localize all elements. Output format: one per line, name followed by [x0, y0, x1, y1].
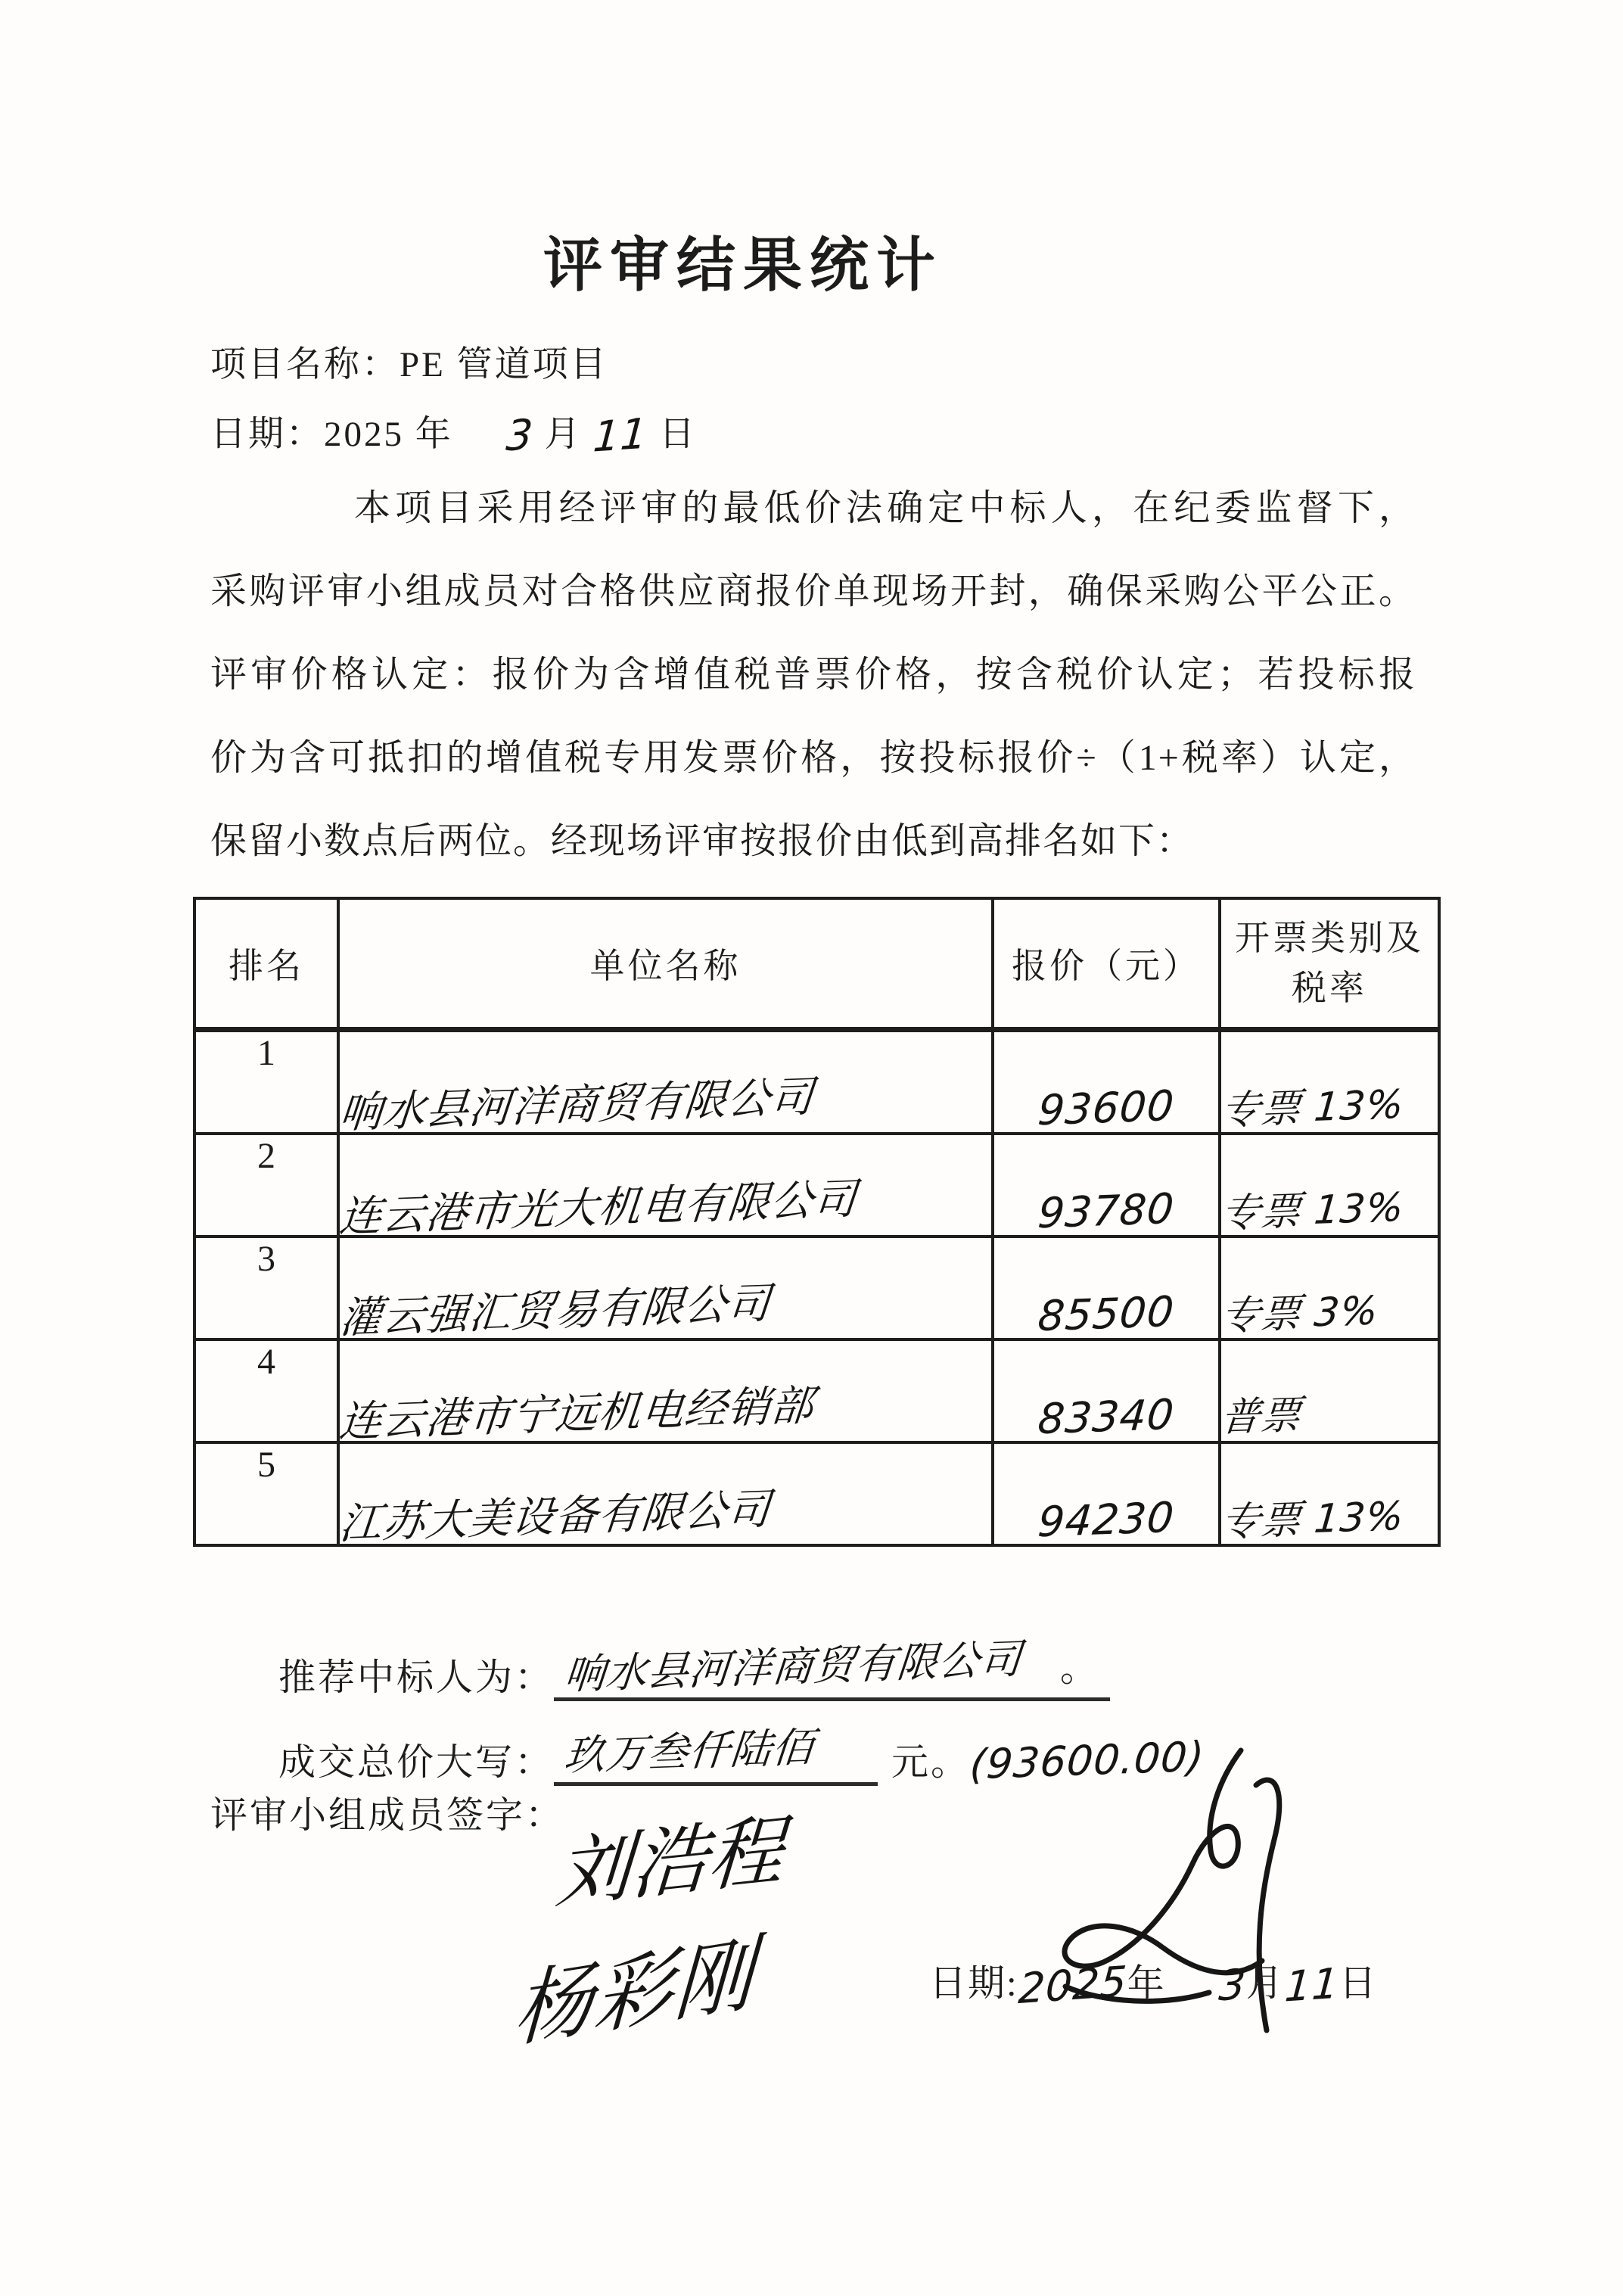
invoice-handwritten: 专票 3% — [1218, 1288, 1381, 1339]
table-row — [194, 1442, 1439, 1545]
signature-1-handwritten: 刘浩程 — [553, 1805, 788, 1919]
table-row — [194, 1237, 1439, 1339]
company-handwritten: 响水县河洋商贸有限公司 — [337, 1072, 816, 1139]
date-line-top — [210, 406, 697, 462]
rank-cell: 2 — [194, 1134, 338, 1237]
company-handwritten: 连云港市宁远机电经销部 — [337, 1380, 816, 1448]
date-month-unit: 月 — [544, 415, 583, 454]
project-name-label: 项目名称： — [210, 345, 400, 384]
body-line-2: 采购评审小组成员对合格供应商报价单现场开封，确保采购公平公正。 — [210, 571, 1416, 611]
date-line-bottom — [929, 1954, 1378, 2014]
header-company: 单位名称 — [338, 898, 993, 1030]
invoice-handwritten: 普票 — [1218, 1392, 1304, 1441]
price-cell — [993, 1030, 1220, 1134]
recommended-winner-underline — [554, 1635, 1110, 1701]
rank-cell: 4 — [194, 1339, 338, 1442]
price-handwritten: 93780 — [1036, 1184, 1177, 1238]
invoice-cell — [1220, 1237, 1439, 1339]
bottom-date-month-unit: 月 — [1245, 1962, 1285, 2004]
rank-cell: 5 — [194, 1442, 338, 1545]
body-line-1: 本项目采用经评审的最低价法确定中标人，在纪委监督下， — [354, 488, 1416, 528]
page-title: 评审结果统计 — [543, 232, 944, 298]
price-handwritten: 83340 — [1036, 1389, 1177, 1444]
table-row — [194, 1134, 1439, 1237]
date-year-unit: 年 — [415, 415, 453, 454]
price-handwritten: 94230 — [1036, 1492, 1177, 1547]
invoice-handwritten: 专票 13% — [1218, 1081, 1407, 1134]
table-row — [194, 1030, 1439, 1134]
bottom-date-year-handwritten: 2025 — [1016, 1956, 1129, 2014]
invoice-cell — [1220, 1339, 1439, 1442]
date-month-handwritten: 3 — [504, 409, 535, 461]
recommended-winner-period: 。 — [1060, 1647, 1100, 1689]
table-header-row — [194, 898, 1439, 1030]
bottom-date-day-handwritten: 11 — [1283, 1958, 1341, 2011]
date-year: 2025 — [324, 415, 404, 454]
recommended-winner-handwritten: 响水县河洋商贸有限公司 — [562, 1635, 1024, 1699]
price-cell — [993, 1134, 1220, 1237]
body-line-3: 评审价格认定：报价为含增值税普票价格，按含税价认定；若投标报 — [210, 655, 1416, 695]
company-cell — [337, 1030, 993, 1139]
company-handwritten: 灌云强汇贸易有限公司 — [337, 1278, 773, 1344]
body-line-4: 价为含可抵扣的增值税专用发票价格，按投标报价÷（1+税率）认定， — [210, 738, 1416, 778]
company-cell — [337, 1339, 993, 1448]
company-cell — [337, 1134, 993, 1243]
rank-cell: 3 — [194, 1237, 338, 1339]
date-label: 日期： — [210, 415, 324, 454]
invoice-handwritten: 专票 13% — [1218, 1184, 1407, 1237]
invoice-cell — [1220, 1442, 1439, 1545]
invoice-handwritten: 专票 13% — [1218, 1493, 1407, 1546]
company-cell — [337, 1237, 993, 1344]
header-price: 报价（元） — [993, 898, 1220, 1030]
bottom-date-label: 日期: — [929, 1962, 1018, 2004]
total-price-numeric-handwritten: (93600.00) — [968, 1732, 1207, 1789]
price-cell — [993, 1442, 1220, 1545]
total-price-unit: 元。 — [891, 1741, 971, 1783]
total-price-underline — [554, 1719, 878, 1786]
invoice-cell — [1220, 1030, 1439, 1134]
rank-cell: 1 — [194, 1030, 338, 1134]
bottom-date-year-unit: 年 — [1127, 1962, 1166, 2004]
header-rank: 排名 — [194, 898, 338, 1030]
bid-ranking-table — [193, 897, 1441, 1550]
signature-1 — [553, 1801, 788, 1919]
body-line-5: 保留小数点后两位。经现场评审按报价由低到高排名如下： — [210, 821, 1195, 861]
recommended-winner-label: 推荐中标人为： — [278, 1657, 555, 1698]
signature-2-handwritten: 杨彩刚 — [511, 1925, 757, 2059]
price-cell — [993, 1237, 1220, 1339]
company-cell — [337, 1442, 993, 1550]
total-price-cn-handwritten: 玖万叁仟陆佰 — [561, 1723, 816, 1780]
bottom-date-month-handwritten: 3 — [1217, 1959, 1248, 2011]
bottom-date-day-unit: 日 — [1339, 1962, 1378, 2004]
header-invoice-line1: 开票类别及 — [1235, 919, 1424, 957]
table-row — [194, 1339, 1439, 1442]
signature-2 — [511, 1925, 757, 2059]
panel-signature-label: 评审小组成员签字： — [210, 1794, 565, 1836]
price-cell — [993, 1339, 1220, 1442]
company-handwritten: 江苏大美设备有限公司 — [337, 1484, 773, 1550]
header-invoice-line2: 税率 — [1292, 969, 1367, 1007]
recommended-winner-line — [278, 1635, 1110, 1701]
price-handwritten: 85500 — [1036, 1286, 1177, 1341]
date-day-unit: 日 — [659, 415, 697, 454]
price-handwritten: 93600 — [1036, 1081, 1177, 1135]
company-handwritten: 连云港市光大机电有限公司 — [337, 1174, 860, 1243]
header-invoice — [1220, 898, 1439, 1030]
invoice-cell — [1220, 1134, 1439, 1237]
date-day-handwritten: 11 — [592, 409, 650, 462]
body-paragraph — [210, 489, 1416, 905]
total-price-label: 成交总价大写： — [278, 1741, 555, 1783]
project-name-value: PE 管道项目 — [400, 345, 608, 384]
project-name-line — [210, 336, 608, 387]
